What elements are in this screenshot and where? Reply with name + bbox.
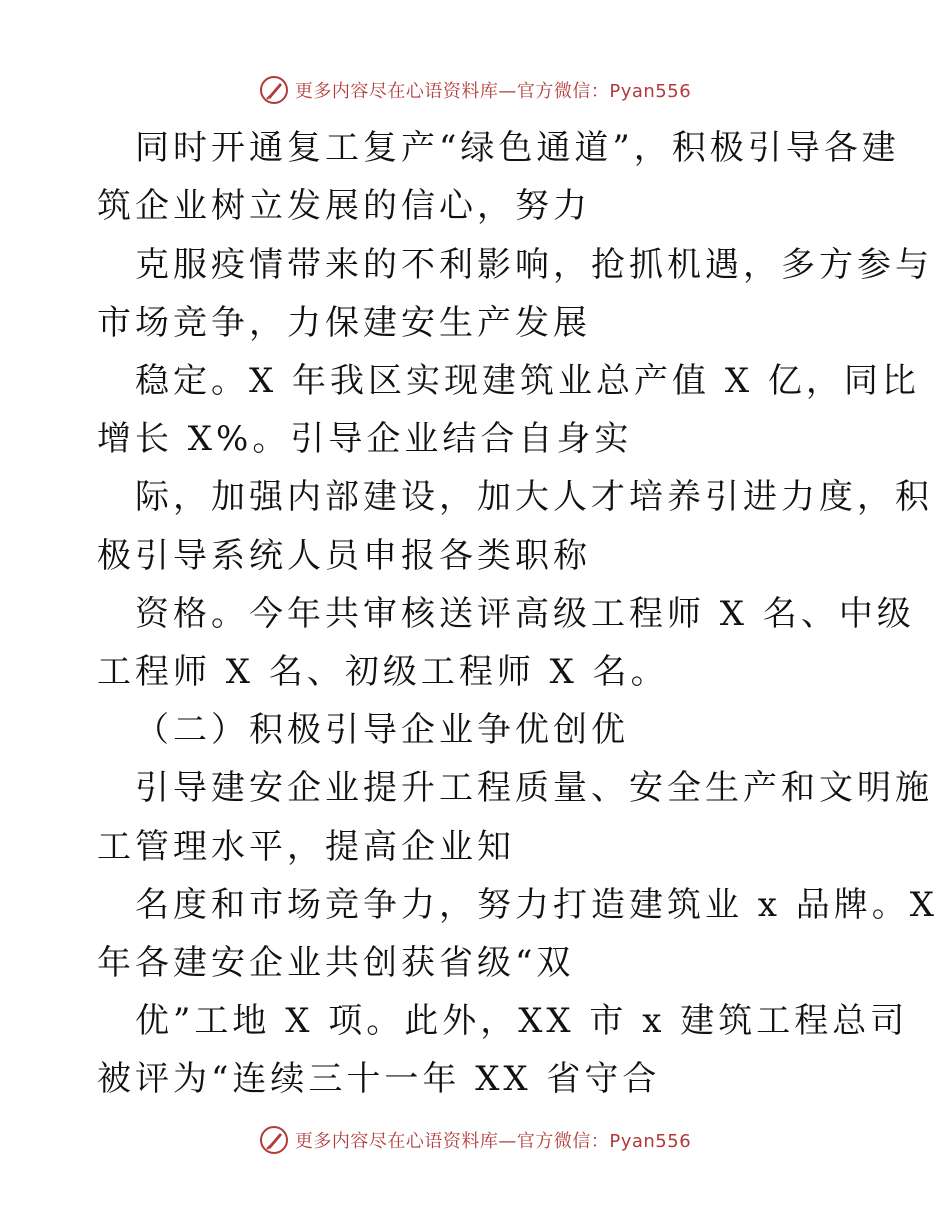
text-line: 极引导系统人员申报各类职称 xyxy=(97,536,591,576)
watermark-text: 更多内容尽在心语资料库—官方微信：Pyan556 xyxy=(294,1131,692,1152)
text-line: 被评为“连续三十一年 XX 省守合 xyxy=(97,1059,661,1099)
section-heading: （二）积极引导企业争优创优 xyxy=(135,710,629,750)
text-line: 筑企业树立发展的信心，努力 xyxy=(97,186,591,226)
text-line: 年各建安企业共创获省级“双 xyxy=(97,943,575,983)
text-line: 克服疫情带来的不利影响，抢抓机遇，多方参与 xyxy=(135,245,933,285)
watermark-text: 更多内容尽在心语资料库—官方微信：Pyan556 xyxy=(294,81,692,102)
feather-pen-icon xyxy=(259,1125,289,1155)
text-line: 稳定。X 年我区实现建筑业总产值 X 亿，同比 xyxy=(135,361,920,401)
watermark-banner-bottom xyxy=(0,1120,950,1160)
text-line: 资格。今年共审核送评高级工程师 X 名、中级 xyxy=(135,594,915,634)
text-line: 增长 X%。引导企业结合自身实 xyxy=(97,419,633,459)
text-line: 优”工地 X 项。此外，XX 市 x 建筑工程总司 xyxy=(135,1001,909,1041)
text-line: 引导建安企业提升工程质量、安全生产和文明施 xyxy=(135,768,933,808)
text-line: 名度和市场竞争力，努力打造建筑业 x 品牌。X xyxy=(135,885,938,925)
text-line: 际，加强内部建设，加大人才培养引进力度，积 xyxy=(135,477,933,517)
text-line: 同时开通复工复产“绿色通道”，积极引导各建 xyxy=(135,128,900,168)
text-line: 市场竞争，力保建安生产发展 xyxy=(97,303,591,343)
text-line: 工管理水平，提高企业知 xyxy=(97,827,515,867)
text-line: 工程师 X 名、初级工程师 X 名。 xyxy=(97,652,669,692)
